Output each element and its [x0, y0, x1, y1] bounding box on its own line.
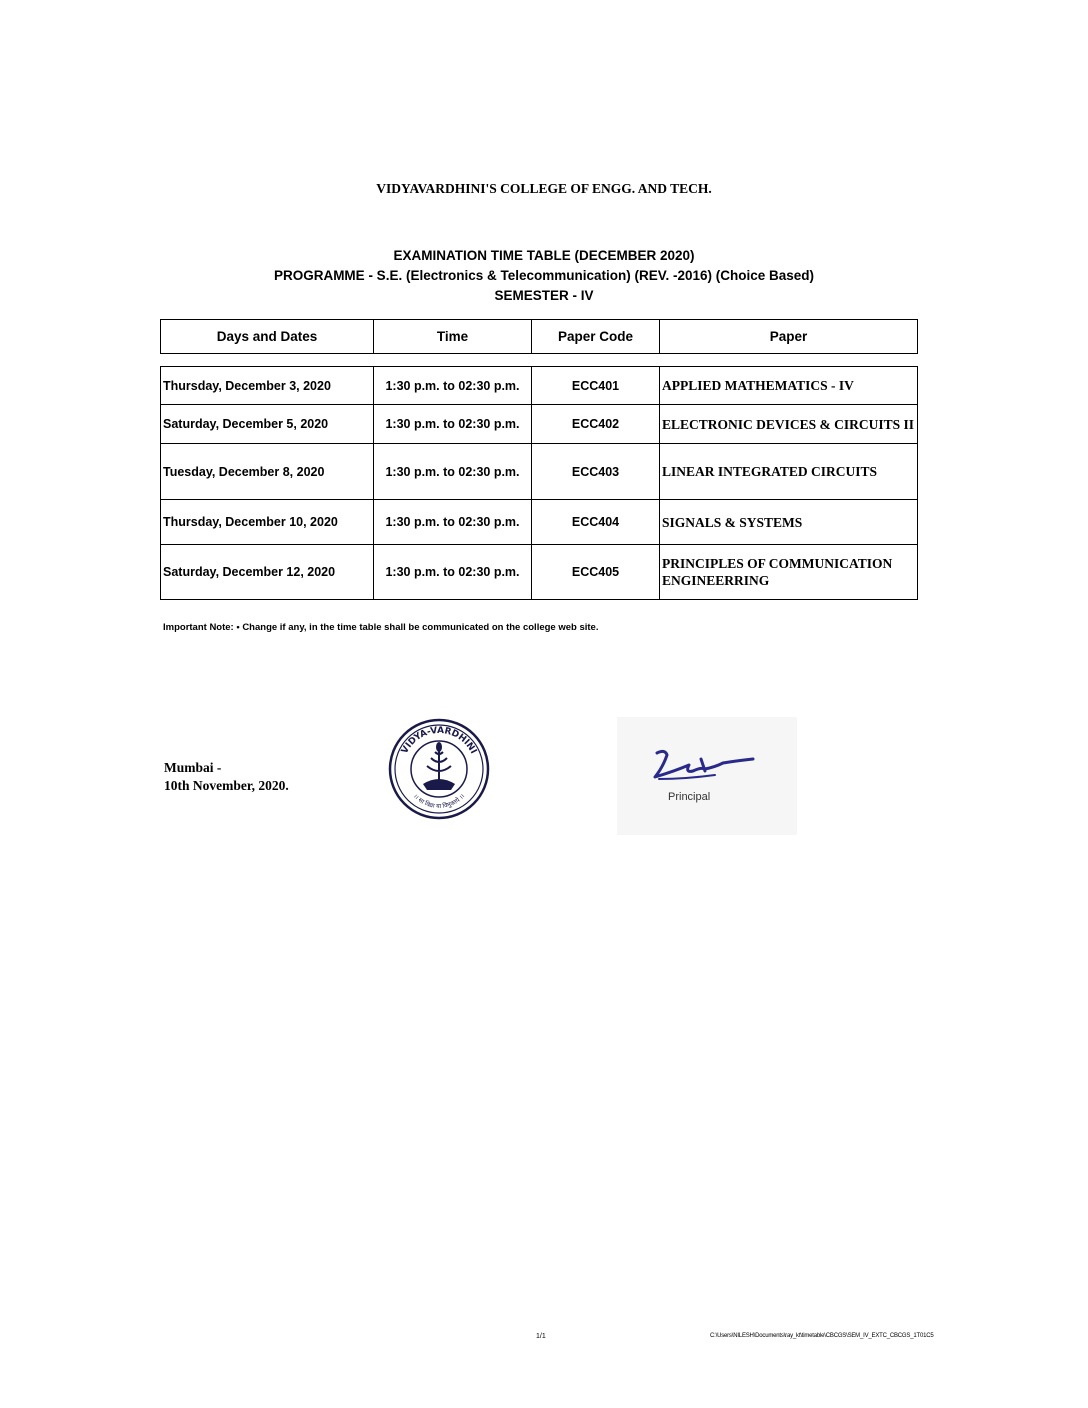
file-path: C:\Users\NILESH\Documents\ray_kt\timetable\CBCGS\SEM_IV_EXTC_CBCGS_1T01C5 [710, 1333, 934, 1339]
issue-date: 10th November, 2020. [164, 778, 289, 793]
cell-paper: PRINCIPLES OF COMMUNICATION ENGINEERRING [660, 545, 918, 600]
cell-date: Saturday, December 12, 2020 [161, 545, 374, 600]
cell-time: 1:30 p.m. to 02:30 p.m. [374, 405, 532, 444]
cell-time: 1:30 p.m. to 02:30 p.m. [374, 367, 532, 405]
signature-icon [645, 745, 765, 785]
cell-code: ECC401 [532, 367, 660, 405]
college-seal [385, 718, 493, 820]
cell-code: ECC405 [532, 545, 660, 600]
cell-paper: APPLIED MATHEMATICS - IV [660, 367, 918, 405]
column-header-paper: Paper [660, 320, 918, 354]
semester-title: SEMESTER - IV [494, 288, 594, 303]
table-row [161, 405, 918, 444]
cell-time: 1:30 p.m. to 02:30 p.m. [374, 545, 532, 600]
table-row [161, 444, 918, 500]
table-row [161, 367, 918, 405]
seal-text-bottom: ।। सा विद्या या विमुक्तये ।। [411, 792, 467, 811]
exam-title: EXAMINATION TIME TABLE (DECEMBER 2020) [393, 248, 695, 263]
cell-paper: ELECTRONIC DEVICES & CIRCUITS II [660, 405, 918, 444]
important-note: Important Note: • Change if any, in the time table shall be communicated on the college web site. [163, 622, 599, 633]
college-name: VIDYAVARDHINI'S COLLEGE OF ENGG. AND TECH. [376, 181, 712, 196]
column-header-code: Paper Code [532, 320, 660, 354]
table-row [161, 545, 918, 600]
cell-code: ECC404 [532, 500, 660, 545]
cell-paper: LINEAR INTEGRATED CIRCUITS [660, 444, 918, 500]
principal-signature [645, 745, 765, 785]
cell-time: 1:30 p.m. to 02:30 p.m. [374, 444, 532, 500]
seal-icon [385, 718, 493, 820]
signatory-title: Principal [668, 791, 711, 803]
page-number: 1/1 [536, 1333, 546, 1340]
column-header-days: Days and Dates [161, 320, 374, 354]
place: Mumbai - [164, 760, 222, 775]
timetable-header [160, 319, 918, 354]
svg-text:।। सा विद्या या विमुक्तये ।। [412, 793, 466, 810]
column-header-time: Time [374, 320, 532, 354]
programme-title: PROGRAMME - S.E. (Electronics & Telecommunication) (REV. -2016) (Choice Based) [273, 268, 815, 283]
place-and-date [164, 759, 289, 795]
cell-date: Saturday, December 5, 2020 [161, 405, 374, 444]
timetable [160, 366, 918, 600]
cell-date: Thursday, December 3, 2020 [161, 367, 374, 405]
cell-date: Thursday, December 10, 2020 [161, 500, 374, 545]
cell-paper: SIGNALS & SYSTEMS [660, 500, 918, 545]
cell-time: 1:30 p.m. to 02:30 p.m. [374, 500, 532, 545]
cell-date: Tuesday, December 8, 2020 [161, 444, 374, 500]
cell-code: ECC403 [532, 444, 660, 500]
seal-text-top: VIDYA-VARDHINI [399, 725, 479, 756]
table-row [161, 500, 918, 545]
cell-code: ECC402 [532, 405, 660, 444]
